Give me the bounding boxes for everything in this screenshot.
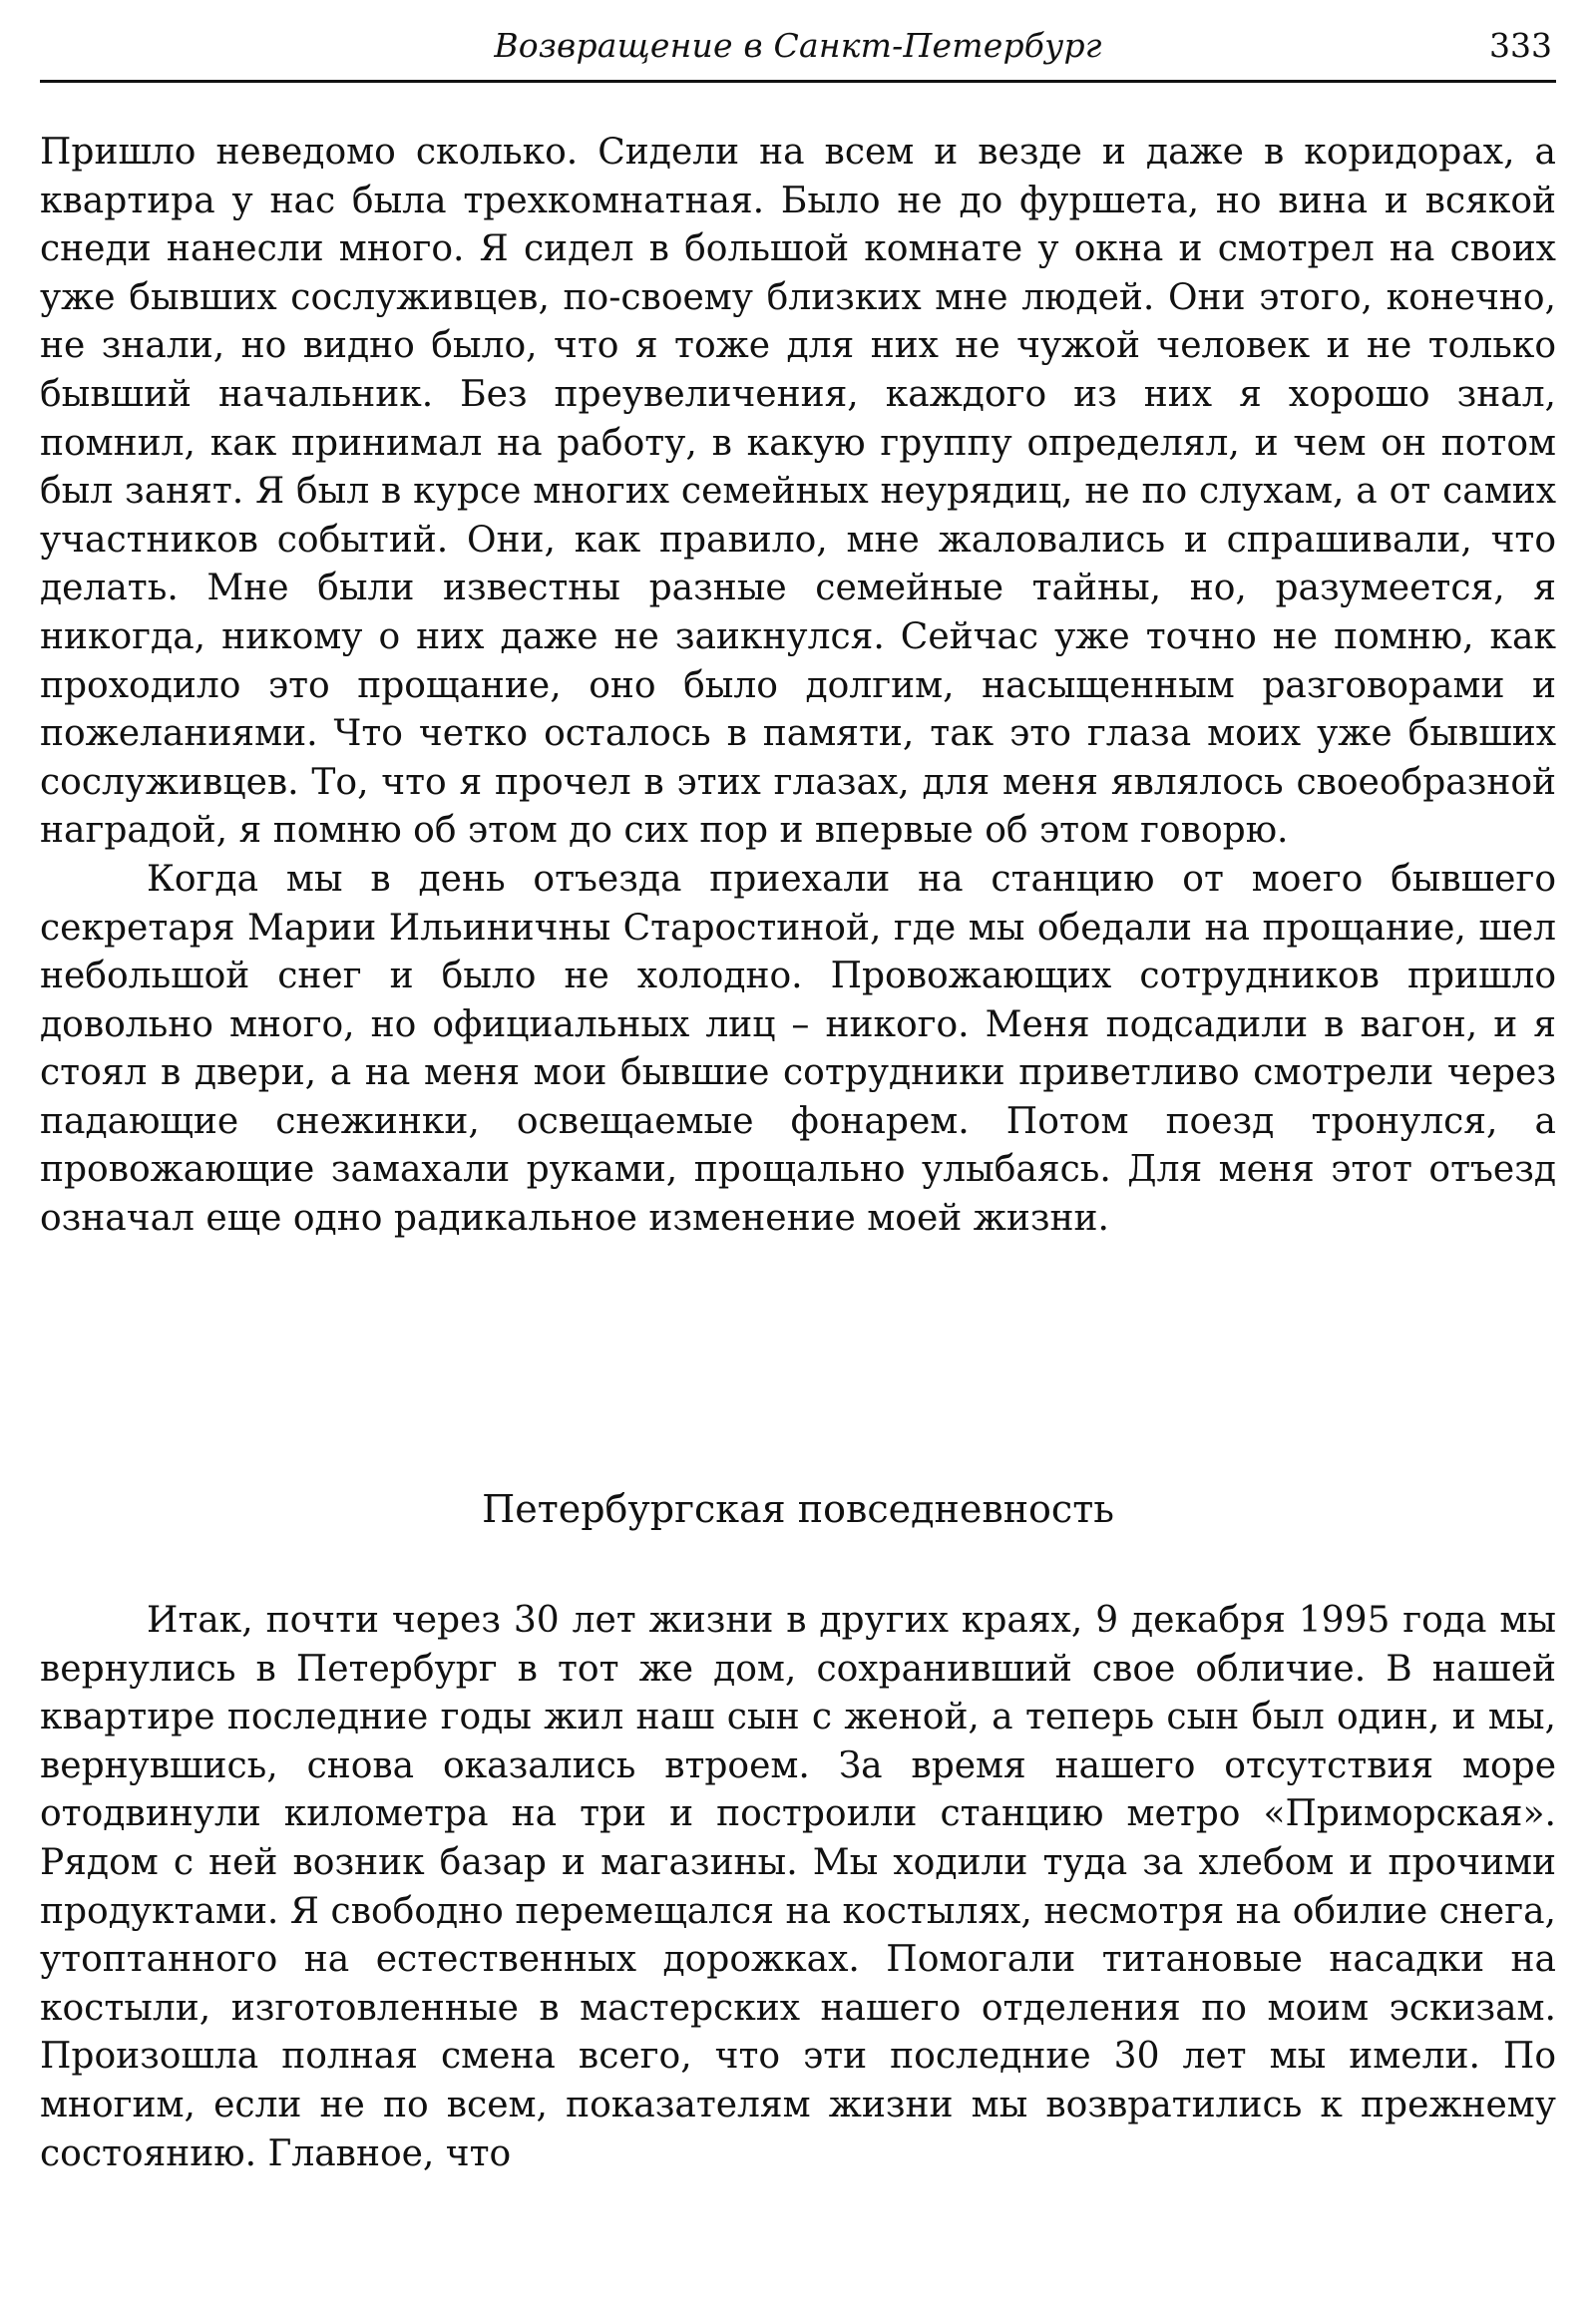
text-block-top — [40, 129, 1556, 1244]
text-block-bottom — [40, 1597, 1556, 2178]
section-heading: Петербургская повседневность — [482, 1487, 1114, 1531]
book-page — [40, 0, 1556, 2174]
paragraph: Итак, почти через 30 лет жизни в других краях, 9 декабря 1995 года мы вернулись в Петербург в тот же дом, сохранивший свое обличие. В нашей квартире последние годы жил наш сын с женой, а теперь сын был один, и мы, вернувшись, снова оказались втроем. За время нашего отсутствия море отодвинули километра на три и построили станцию метро «Приморская». Рядом с ней возник базар и магазины. Мы ходили туда за хлебом и прочими продуктами. Я свободно перемещался на костылях, несмотря на обилие снега, утоптанного на естественных дорожках. Помогали титановые насадки на костыли, изготовленные в мастерских нашего отделения по моим эскизам. Произошла полная смена всего, что эти последние 30 лет мы имели. По многим, если не по всем, показателям жизни мы возвратились к прежнему состоянию. Главное, что — [40, 1600, 1556, 2174]
paragraph: Когда мы в день отъезда приехали на станцию от моего бывшего секретаря Марии Ильиничны Старостиной, где мы обедали на прощание, шел небольшой снег и было не холодно. Провожающих сотрудников пришло довольно много, но официальных лиц – никого. Меня подсадили в вагон, и я стоял в двери, а на меня мои бывшие сотрудники приветливо смотрели через падающие снежинки, освещаемые фонарем. Потом поезд тронулся, а провожающие замахали руками, прощально улыбаясь. Для меня этот отъезд означал еще одно радикальное изменение моей жизни. — [40, 858, 1556, 1240]
page-number: 333 — [1489, 26, 1552, 65]
running-header — [40, 0, 1556, 83]
paragraph: Пришло неведомо сколько. Сидели на всем и везде и даже в коридорах, а квартира у нас была трехкомнатная. Было не до фуршета, но вина и всякой снеди нанесли много. Я сидел в большой комнате у окна и смотрел на своих уже бывших сослуживцев, по-своему близких мне людей. Они этого, конечно, не знали, но видно было, что я тоже для них не чужой человек и не только бывший начальник. Без преувеличения, каждого из них я хорошо знал, помнил, как принимал на работу, в какую группу определял, и чем он потом был занят. Я был в курсе многих семейных неурядиц, не по слухам, а от самих участников событий. Они, как правило, мне жаловались и спрашивали, что делать. Мне были известны разные семейные тайны, но, разумеется, я никогда, никому о них даже не заикнулся. Сейчас уже точно не помню, как проходило это прощание, оно было долгим, насыщенным разговорами и пожеланиями. Что четко осталось в памяти, так это глаза моих уже бывших сослуживцев. То, что я прочел в этих глазах, для меня являлось своеобразной наградой, я помню об этом до сих пор и впервые об этом говорю. — [40, 132, 1556, 852]
running-title: Возвращение в Санкт-Петербург — [494, 26, 1102, 65]
